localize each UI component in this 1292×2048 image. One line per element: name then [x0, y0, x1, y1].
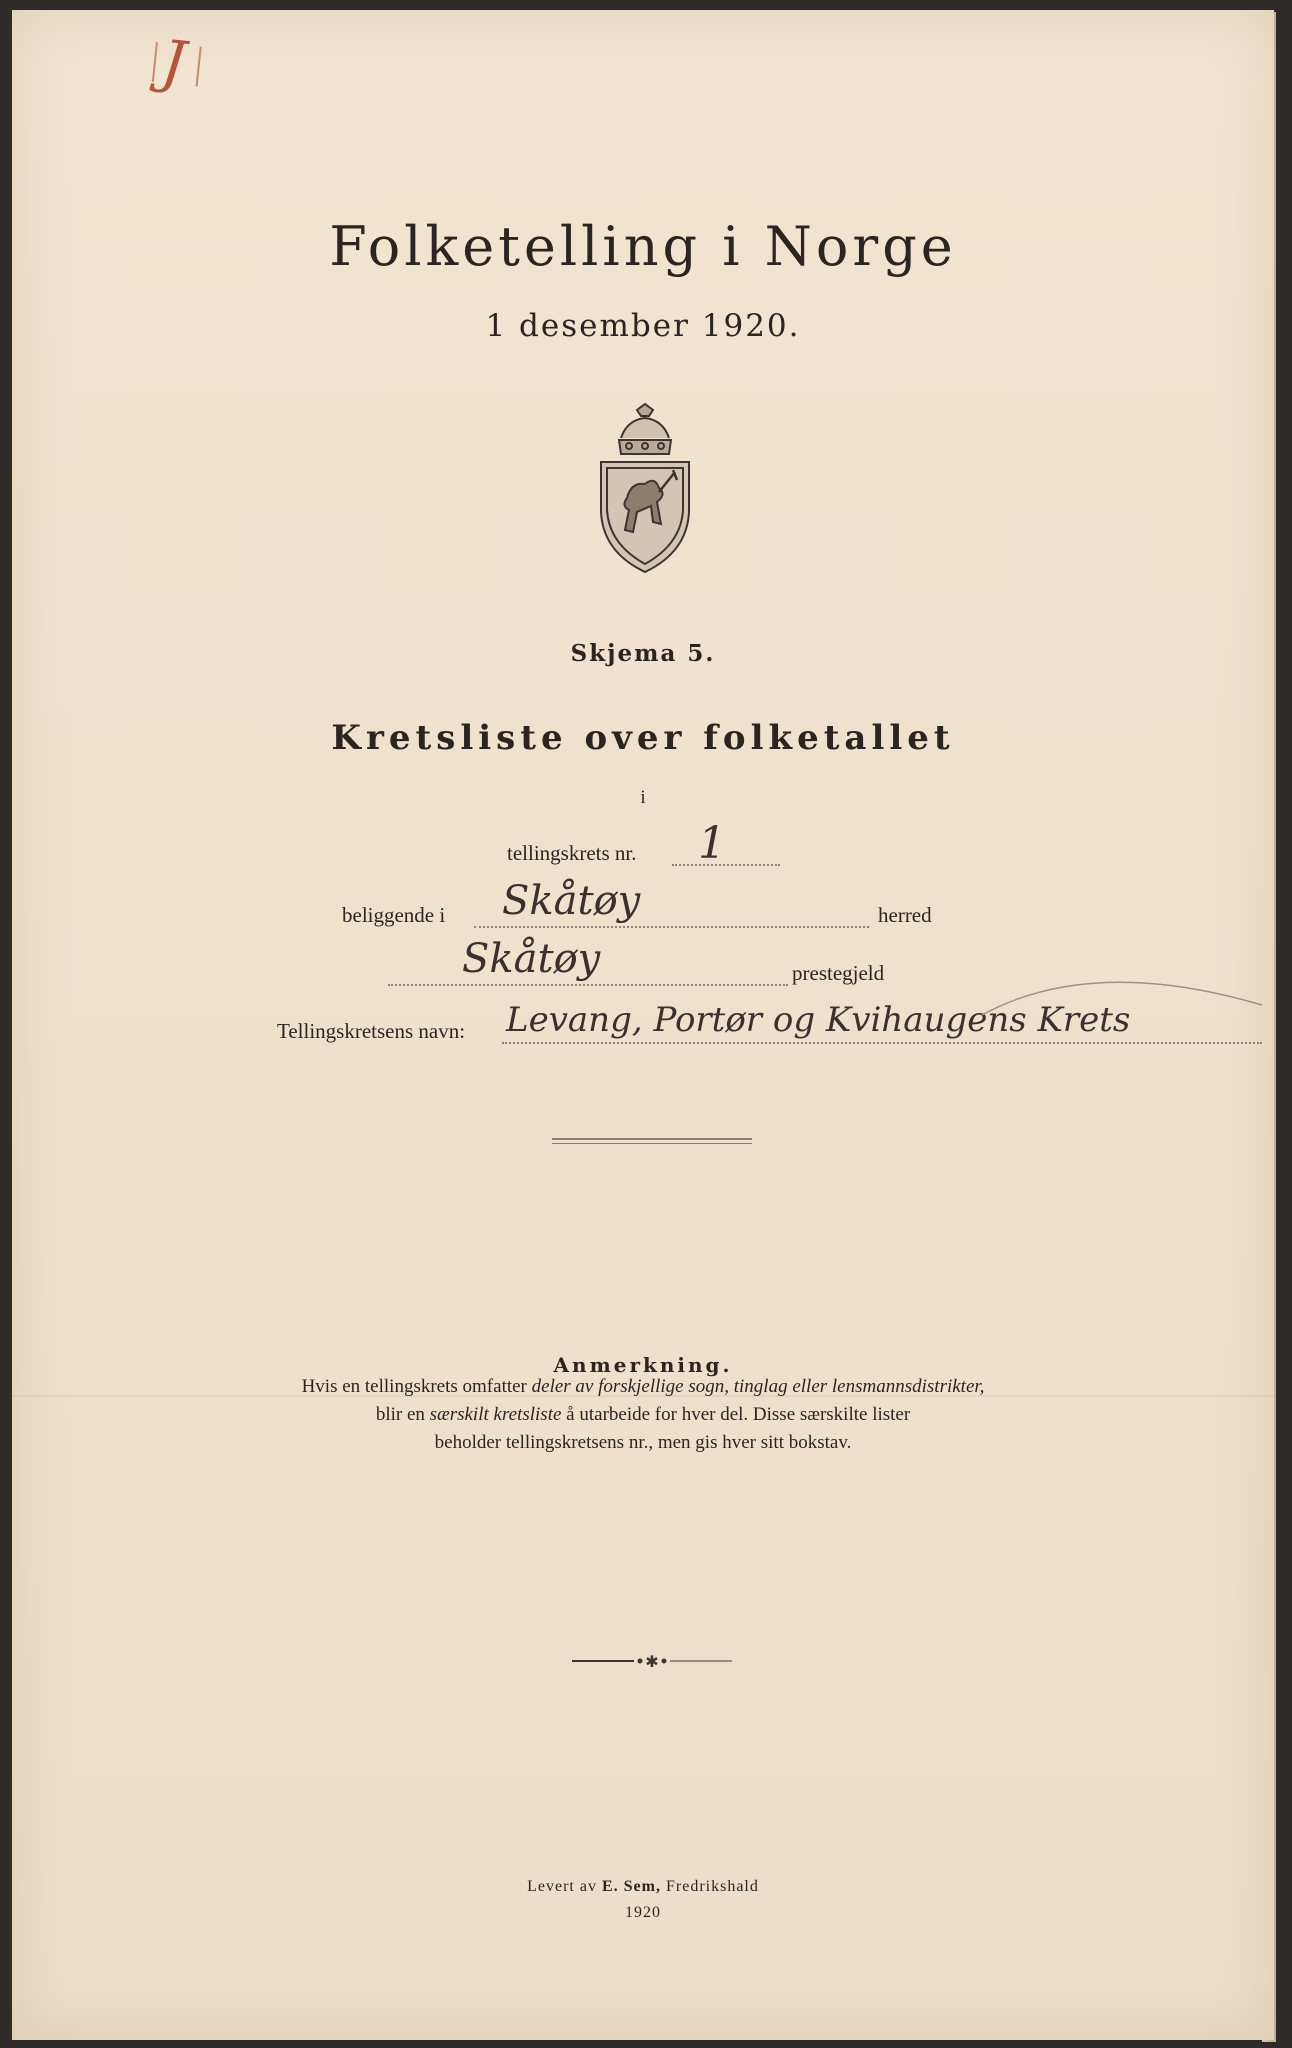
prestegjeld-value: Skåtøy: [462, 936, 601, 982]
beliggende-label: beliggende i: [342, 903, 446, 927]
note-line-2-text: blir en: [375, 1404, 430, 1425]
herred-label: herred: [878, 903, 932, 927]
krets-label: tellingskrets nr.: [507, 841, 637, 865]
krets-dotted-line: [672, 864, 780, 866]
page-title: Folketelling i Norge: [329, 215, 957, 278]
archive-mark-letter: J: [158, 26, 189, 98]
note-line-1-emphasis: deler av forskjellige sogn, tinglag eller lensmannsdistrikter,: [531, 1376, 985, 1397]
printer-name: E. Sem,: [601, 1878, 661, 1895]
prestegjeld-dotted-line: [388, 984, 788, 986]
schema-number: Skjema 5.: [570, 640, 716, 667]
printer-line: [12, 1878, 1274, 1896]
coat-of-arms-icon: [597, 402, 693, 574]
krets-value: 1: [698, 818, 726, 869]
archive-mark: [159, 27, 189, 97]
navn-label: Tellingskretsens navn:: [277, 1019, 466, 1043]
separator-rule: [552, 1143, 752, 1144]
navn-dotted-line: [502, 1042, 1262, 1044]
separator-rule: [552, 1138, 752, 1140]
printer-prefix: Levert av: [527, 1878, 602, 1895]
navn-value: Levang, Portør og Kvihaugens Krets: [506, 1000, 1131, 1040]
archive-mark-stroke: [152, 42, 158, 82]
form-heading: Kretsliste over folketallet: [331, 718, 955, 758]
note-line-1-text: Hvis en tellingskrets omfatter: [301, 1376, 532, 1397]
printer-year: 1920: [625, 1904, 661, 1921]
ornament-divider-icon: [572, 1652, 732, 1670]
archive-mark-stroke: [196, 47, 202, 87]
note-line-1: [12, 1376, 1274, 1398]
beliggende-dotted-line: [474, 926, 869, 928]
note-heading: Anmerkning.: [553, 1353, 733, 1377]
pencil-mark: [972, 965, 1272, 1025]
preposition-i: i: [640, 787, 646, 808]
beliggende-value: Skåtøy: [502, 878, 641, 924]
note-line-2-emphasis: særskilt kretsliste: [429, 1404, 562, 1425]
note-line-2-tail: å utarbeide for hver del. Disse særskilte lister: [561, 1404, 911, 1425]
printer-place: Fredrikshald: [660, 1878, 759, 1895]
note-line-3: beholder tellingskretsens nr., men gis hver sitt bokstav.: [434, 1432, 852, 1453]
census-date: 1 desember 1920.: [485, 308, 801, 344]
census-form-page: [12, 10, 1274, 2040]
note-line-2: [12, 1404, 1274, 1426]
prestegjeld-label: prestegjeld: [792, 961, 885, 985]
svg-text:✱: ✱: [645, 1652, 659, 1670]
